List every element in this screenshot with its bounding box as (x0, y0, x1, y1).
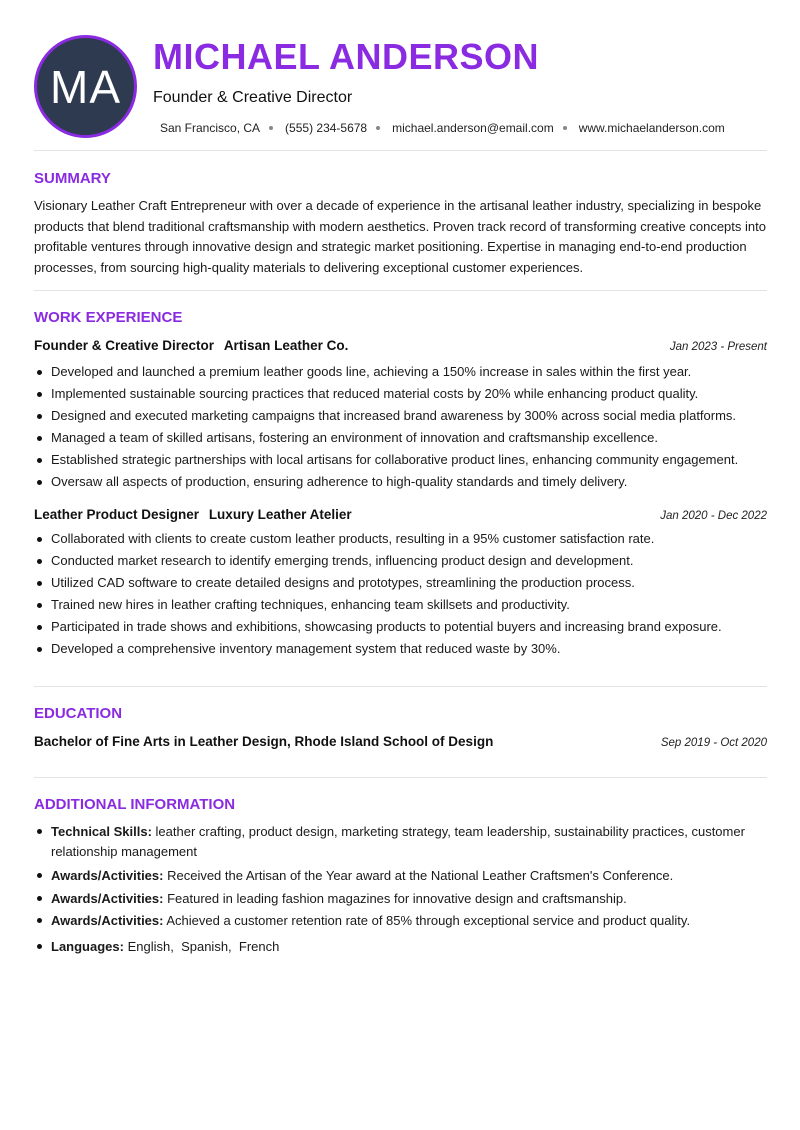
info-text: Received the Artisan of the Year award at the National Leather Craftsmen's Conference. (167, 868, 674, 883)
list-item: Developed a comprehensive inventory management system that reduced waste by 30%. (34, 638, 769, 660)
list-item (34, 911, 769, 931)
info-label: Awards/Activities: (51, 868, 164, 883)
contact-email[interactable]: michael.anderson@email.com (392, 121, 554, 135)
contact-phone[interactable]: (555) 234-5678 (285, 121, 368, 135)
job-role: Leather Product Designer (34, 507, 200, 522)
summary-text: Visionary Leather Craft Entrepreneur with over a decade of experience in the artisanal leather industry, specializing in bespoke products that blend traditional craftsmanship with modern aesthetics. Proven track record of transforming creative concepts into profitable ventures through innovative design and strategic market positioning. Expertise in managing end-to-end production processes, from sourcing high-quality materials to delivering exceptional customer experiences. (34, 198, 766, 275)
list-item: Managed a team of skilled artisans, fostering an environment of innovation and craftsmanship excellence. (34, 427, 769, 449)
list-item: Implemented sustainable sourcing practices that reduced material costs by 20% while enhancing product quality. (34, 383, 769, 405)
additional-info-heading: ADDITIONAL INFORMATION (34, 796, 236, 813)
info-text: English, Spanish, French (127, 938, 280, 954)
candidate-title: Founder & Creative Director (153, 89, 353, 106)
education-degree: Bachelor of Fine Arts in Leather Design, Rhode Island School of Design (34, 734, 494, 749)
candidate-name: MICHAEL ANDERSON (153, 36, 540, 77)
info-label: Technical Skills: (51, 824, 152, 839)
job-header (34, 338, 767, 353)
info-text: leather crafting, product design, marketing strategy, team leadership, sustainability practices, customer relationship management (51, 824, 745, 859)
avatar-initials: MA (50, 60, 121, 113)
summary-heading: SUMMARY (34, 170, 111, 187)
job-bullet-list (34, 528, 769, 660)
list-item: Established strategic partnerships with local artisans for collaborative product lines, enhancing community engagement. (34, 449, 769, 471)
list-item: Conducted market research to identify emerging trends, influencing product design and development. (34, 550, 769, 572)
list-item: Designed and executed marketing campaigns that increased brand awareness by 300% across social media platforms. (34, 405, 769, 427)
work-experience-heading: WORK EXPERIENCE (34, 309, 183, 326)
list-item: Developed and launched a premium leather goods line, achieving a 150% increase in sales within the first year. (34, 361, 769, 383)
info-label: Awards/Activities: (51, 890, 164, 906)
job-title-line (34, 507, 352, 522)
list-item: Oversaw all aspects of production, ensuring adherence to high-quality standards and timely delivery. (34, 471, 769, 493)
education-entry (34, 734, 767, 749)
info-text: Achieved a customer retention rate of 85% through exceptional service and product quality. (166, 913, 691, 928)
contact-location: San Francisco, CA (160, 121, 261, 135)
list-item: Collaborated with clients to create custom leather products, resulting in a 95% customer satisfaction rate. (34, 528, 769, 550)
additional-info-list (34, 822, 769, 956)
job-bullet-list (34, 361, 769, 493)
contact-bar (160, 121, 725, 135)
divider (34, 150, 767, 151)
info-label: Languages: (51, 938, 124, 954)
list-item: Participated in trade shows and exhibitions, showcasing products to potential buyers and increasing brand exposure. (34, 616, 769, 638)
separator-dot-icon (563, 126, 567, 130)
job-header (34, 507, 767, 522)
divider (34, 290, 767, 291)
divider (34, 777, 767, 778)
info-label: Awards/Activities: (51, 913, 164, 928)
job-company: Artisan Leather Co. (223, 338, 349, 353)
list-item (34, 866, 769, 886)
job-dates: Jan 2023 - Present (669, 341, 767, 353)
job-company: Luxury Leather Atelier (208, 507, 352, 522)
avatar (34, 35, 137, 138)
separator-dot-icon (376, 126, 380, 130)
info-text: Featured in leading fashion magazines for innovative design and craftsmanship. (167, 890, 627, 906)
divider (34, 686, 767, 687)
list-item (34, 822, 769, 861)
education-dates: Sep 2019 - Oct 2020 (660, 737, 767, 749)
job-title-line (34, 338, 348, 353)
list-item (34, 937, 769, 957)
education-heading: EDUCATION (34, 705, 123, 722)
contact-website[interactable]: www.michaelanderson.com (578, 121, 725, 135)
job-dates: Jan 2020 - Dec 2022 (660, 510, 767, 522)
list-item (34, 889, 769, 909)
job-role: Founder & Creative Director (34, 338, 215, 353)
list-item: Trained new hires in leather crafting techniques, enhancing team skillsets and productivity. (34, 594, 769, 616)
separator-dot-icon (269, 126, 273, 130)
list-item: Utilized CAD software to create detailed designs and prototypes, streamlining the production process. (34, 572, 769, 594)
